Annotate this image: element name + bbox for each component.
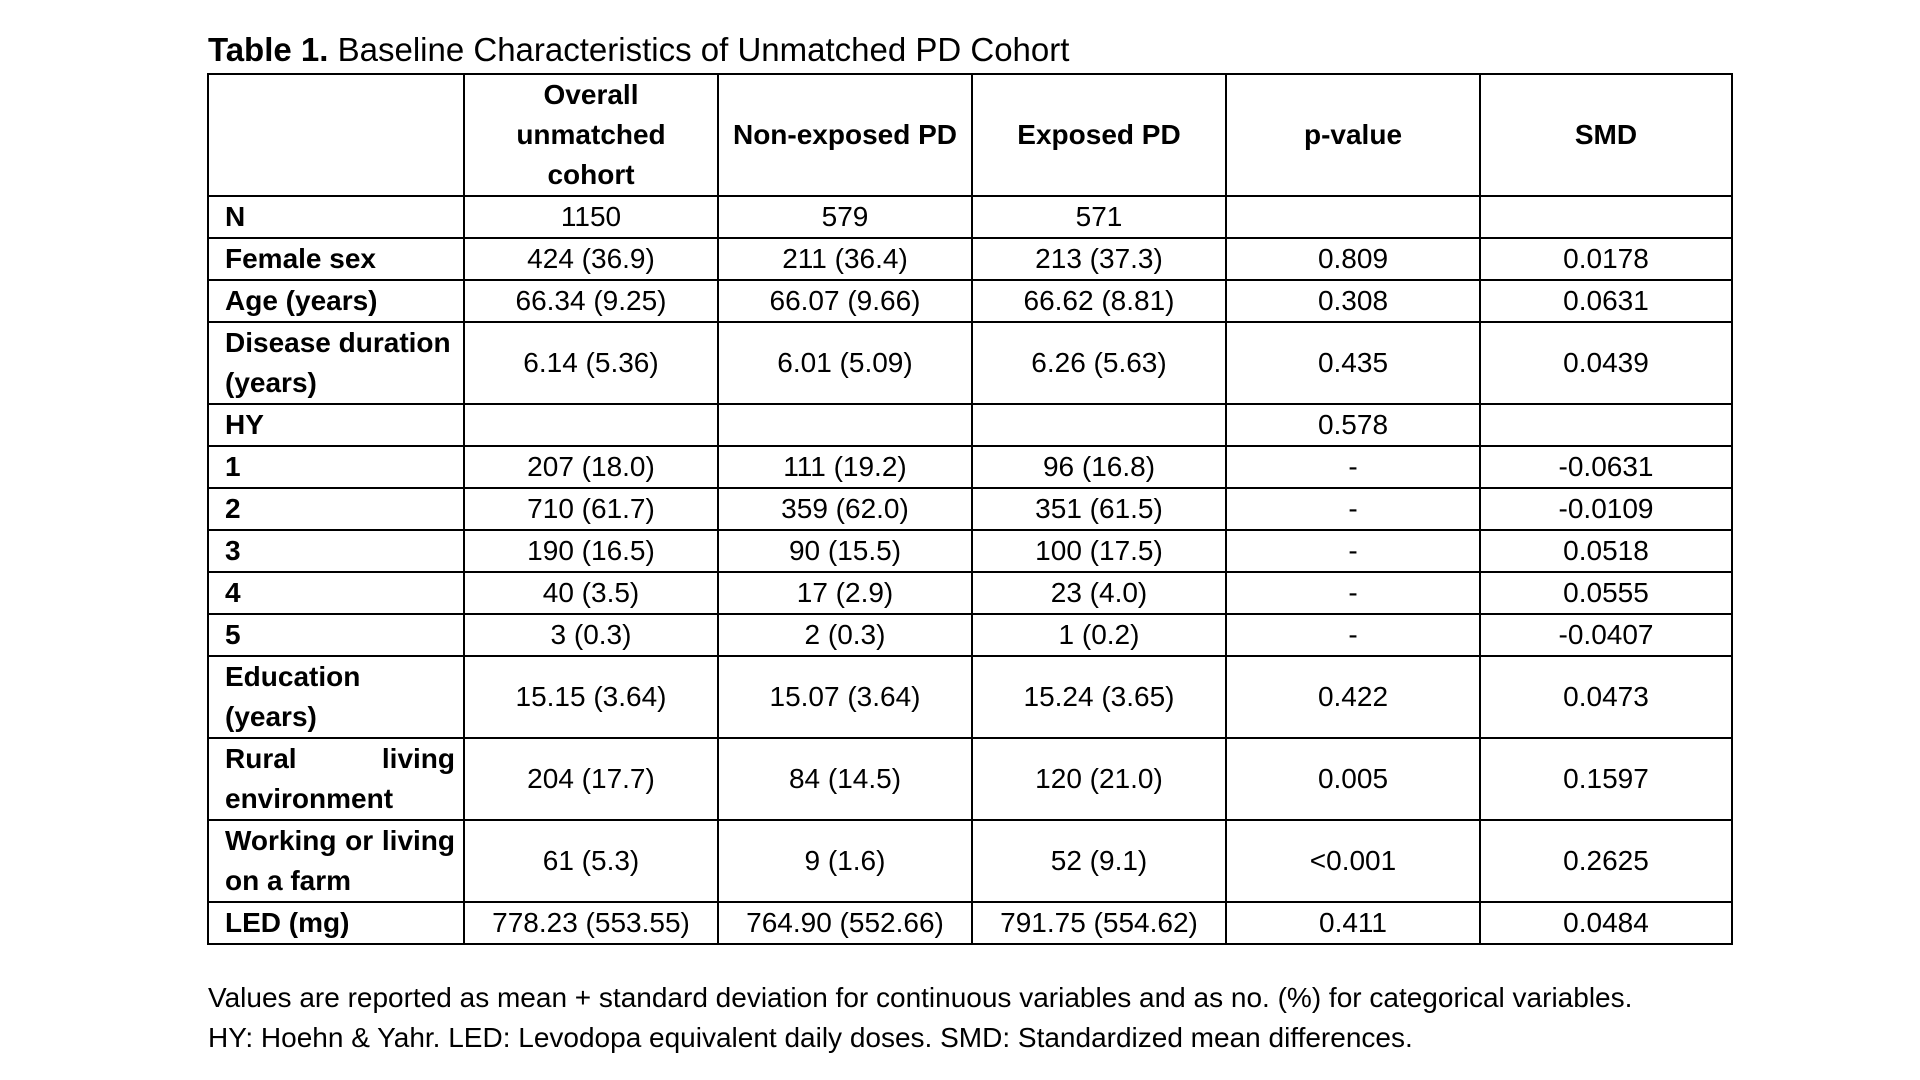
- header-p-value: p-value: [1226, 74, 1480, 196]
- table-cell: 1 (0.2): [972, 614, 1226, 656]
- table-cell: 778.23 (553.55): [464, 902, 718, 944]
- table-cell: [1480, 196, 1732, 238]
- table-row: [208, 196, 1732, 238]
- table-cell: 764.90 (552.66): [718, 902, 972, 944]
- row-label: Disease duration (years): [208, 322, 464, 404]
- table-row: [208, 530, 1732, 572]
- table-row: [208, 404, 1732, 446]
- table-cell: 6.01 (5.09): [718, 322, 972, 404]
- table-cell: -: [1226, 446, 1480, 488]
- table-cell: -0.0631: [1480, 446, 1732, 488]
- table-cell: -: [1226, 572, 1480, 614]
- table-cell: 351 (61.5): [972, 488, 1226, 530]
- table-cell: 1150: [464, 196, 718, 238]
- row-label: 5: [208, 614, 464, 656]
- table-row: [208, 238, 1732, 280]
- table-cell: 90 (15.5): [718, 530, 972, 572]
- table-cell: 120 (21.0): [972, 738, 1226, 820]
- table-cell: <0.001: [1226, 820, 1480, 902]
- table-row: [208, 656, 1732, 738]
- table-cell: -0.0109: [1480, 488, 1732, 530]
- table-cell: [718, 404, 972, 446]
- table-row: [208, 614, 1732, 656]
- table-cell: -0.0407: [1480, 614, 1732, 656]
- table-cell: 0.809: [1226, 238, 1480, 280]
- table-cell: 15.15 (3.64): [464, 656, 718, 738]
- table-cell: 96 (16.8): [972, 446, 1226, 488]
- table-cell: 17 (2.9): [718, 572, 972, 614]
- table-row: [208, 902, 1732, 944]
- table-cell: 66.34 (9.25): [464, 280, 718, 322]
- table-cell: 61 (5.3): [464, 820, 718, 902]
- row-label: 4: [208, 572, 464, 614]
- table-cell: -: [1226, 488, 1480, 530]
- table-cell: 0.0473: [1480, 656, 1732, 738]
- table-cell: 0.0631: [1480, 280, 1732, 322]
- table-caption: [208, 30, 1069, 70]
- table-cell: 0.0178: [1480, 238, 1732, 280]
- table-cell: 359 (62.0): [718, 488, 972, 530]
- table-row: [208, 820, 1732, 902]
- table-cell: 207 (18.0): [464, 446, 718, 488]
- table-header-row: [208, 74, 1732, 196]
- table-cell: 52 (9.1): [972, 820, 1226, 902]
- table-cell: -: [1226, 614, 1480, 656]
- row-label: 2: [208, 488, 464, 530]
- header-smd: SMD: [1480, 74, 1732, 196]
- header-overall-unmatched-cohort: Overall unmatched cohort: [464, 74, 718, 196]
- header-non-exposed-pd: Non-exposed PD: [718, 74, 972, 196]
- row-label: Age (years): [208, 280, 464, 322]
- table-row: [208, 738, 1732, 820]
- row-label: 3: [208, 530, 464, 572]
- header-exposed-pd: Exposed PD: [972, 74, 1226, 196]
- table-row: [208, 446, 1732, 488]
- table-cell: 2 (0.3): [718, 614, 972, 656]
- table-footnotes: [208, 978, 1632, 1058]
- table-cell: [464, 404, 718, 446]
- table-cell: 15.07 (3.64): [718, 656, 972, 738]
- table-cell: 791.75 (554.62): [972, 902, 1226, 944]
- table-cell: 66.07 (9.66): [718, 280, 972, 322]
- table-cell: 0.308: [1226, 280, 1480, 322]
- table-cell: 0.411: [1226, 902, 1480, 944]
- table-cell: 84 (14.5): [718, 738, 972, 820]
- table-cell: 0.2625: [1480, 820, 1732, 902]
- table-cell: 6.26 (5.63): [972, 322, 1226, 404]
- row-label: Rural living environment: [208, 738, 464, 820]
- table-row: [208, 280, 1732, 322]
- table-row: [208, 322, 1732, 404]
- table-cell: 0.0518: [1480, 530, 1732, 572]
- table-cell: 66.62 (8.81): [972, 280, 1226, 322]
- table-cell: 0.1597: [1480, 738, 1732, 820]
- row-label: 1: [208, 446, 464, 488]
- table-cell: 213 (37.3): [972, 238, 1226, 280]
- table-cell: 579: [718, 196, 972, 238]
- table-cell: 9 (1.6): [718, 820, 972, 902]
- table-cell: 100 (17.5): [972, 530, 1226, 572]
- table-cell: 6.14 (5.36): [464, 322, 718, 404]
- table-cell: 0.0484: [1480, 902, 1732, 944]
- footnote-line-1: Values are reported as mean + standard deviation for continuous variables and as no. (%) for categorical variables.: [208, 982, 1633, 1013]
- table-cell: 3 (0.3): [464, 614, 718, 656]
- table-cell: 0.578: [1226, 404, 1480, 446]
- header-cell-empty: [208, 74, 464, 196]
- footnote-line-2: HY: Hoehn & Yahr. LED: Levodopa equivalent daily doses. SMD: Standardized mean differences.: [208, 1022, 1413, 1053]
- row-label: Female sex: [208, 238, 464, 280]
- table-caption-label: Table 1.: [208, 31, 329, 68]
- row-label: Working or living on a farm: [208, 820, 464, 902]
- table-cell: 204 (17.7): [464, 738, 718, 820]
- table-cell: 0.0555: [1480, 572, 1732, 614]
- table-cell: [972, 404, 1226, 446]
- table-cell: [1226, 196, 1480, 238]
- table-cell: 0.435: [1226, 322, 1480, 404]
- table-cell: 0.422: [1226, 656, 1480, 738]
- row-label: Education (years): [208, 656, 464, 738]
- table-cell: 710 (61.7): [464, 488, 718, 530]
- table-cell: 0.0439: [1480, 322, 1732, 404]
- table-cell: 23 (4.0): [972, 572, 1226, 614]
- row-label: N: [208, 196, 464, 238]
- table-cell: 40 (3.5): [464, 572, 718, 614]
- table-cell: 190 (16.5): [464, 530, 718, 572]
- table-cell: 424 (36.9): [464, 238, 718, 280]
- table-caption-text: Baseline Characteristics of Unmatched PD Cohort: [328, 31, 1070, 68]
- table-cell: 571: [972, 196, 1226, 238]
- table-cell: 0.005: [1226, 738, 1480, 820]
- table-cell: 111 (19.2): [718, 446, 972, 488]
- row-label: HY: [208, 404, 464, 446]
- row-label: LED (mg): [208, 902, 464, 944]
- table-cell: [1480, 404, 1732, 446]
- table-cell: 15.24 (3.65): [972, 656, 1226, 738]
- table-row: [208, 572, 1732, 614]
- table-cell: 211 (36.4): [718, 238, 972, 280]
- table-row: [208, 488, 1732, 530]
- baseline-characteristics-table: [207, 73, 1733, 945]
- table-cell: -: [1226, 530, 1480, 572]
